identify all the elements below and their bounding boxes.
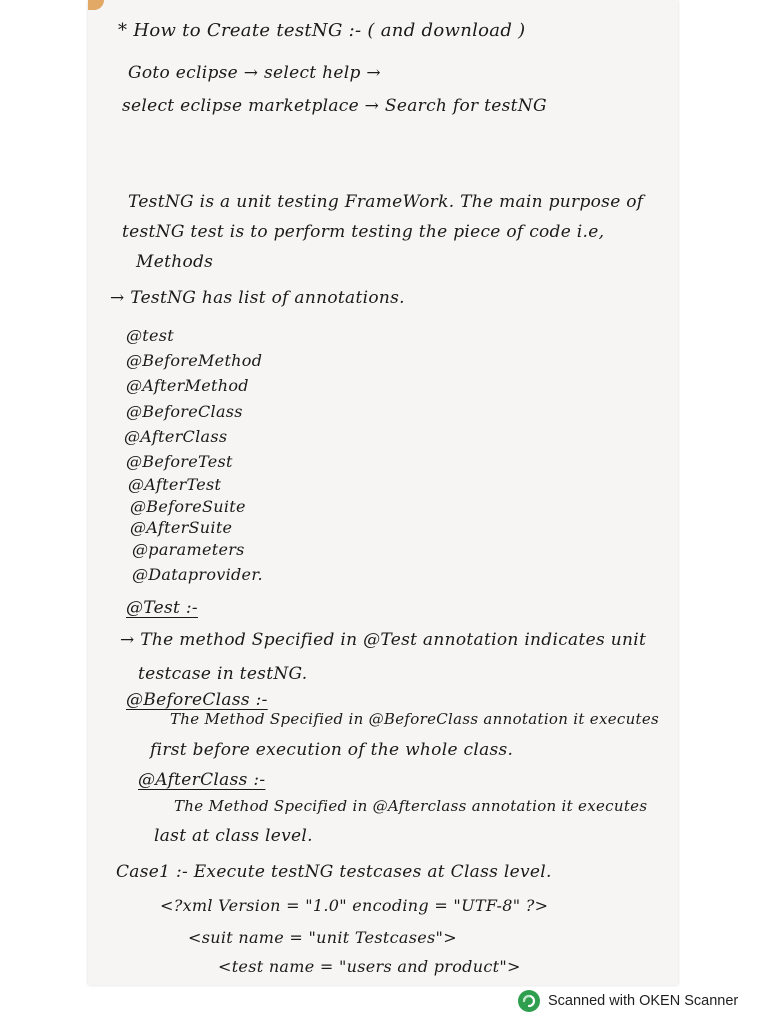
section-heading: @Test :-	[126, 598, 198, 618]
annotation-item: @BeforeTest	[126, 452, 233, 471]
note-line: Methods	[136, 252, 214, 272]
annotation-item: @BeforeClass	[126, 402, 243, 421]
case-heading: Case1 :- Execute testNG testcases at Class level.	[116, 862, 552, 882]
scanner-watermark-text: Scanned with OKEN Scanner	[548, 993, 739, 1009]
annotation-item: @BeforeSuite	[130, 497, 246, 516]
note-line: Goto eclipse → select help →	[128, 63, 381, 83]
note-line: → TestNG has list of annotations.	[110, 288, 405, 308]
note-line: last at class level.	[154, 826, 313, 846]
annotation-item: @Dataprovider.	[132, 565, 263, 584]
note-line: testNG test is to perform testing the piece of code i.e,	[122, 222, 605, 242]
annotation-item: @BeforeMethod	[126, 351, 263, 370]
annotation-item: @AfterMethod	[126, 376, 249, 395]
note-line: The Method Specified in @Afterclass annotation it executes	[174, 797, 648, 815]
scanner-watermark	[518, 990, 738, 1012]
section-heading: @AfterClass :-	[138, 770, 266, 790]
note-line: → The method Specified in @Test annotation indicates unit	[120, 630, 647, 650]
annotation-item: @test	[126, 326, 175, 345]
code-line: <?xml Version = "1.0" encoding = "UTF-8" ?>	[160, 896, 549, 915]
code-line: <test name = "users and product">	[218, 957, 521, 976]
code-line: <suit name = "unit Testcases">	[188, 928, 457, 947]
note-line: TestNG is a unit testing FrameWork. The main purpose of	[128, 192, 644, 212]
oken-scanner-logo-icon	[518, 990, 540, 1012]
annotation-item: @AfterTest	[128, 475, 222, 494]
note-line: first before execution of the whole class.	[150, 740, 514, 760]
annotation-item: @AfterSuite	[130, 518, 233, 537]
note-line-title: * How to Create testNG :- ( and download )	[118, 20, 526, 41]
note-line: The Method Specified in @BeforeClass annotation it executes	[170, 710, 660, 728]
section-heading: @BeforeClass :-	[126, 690, 268, 710]
annotation-item: @parameters	[132, 540, 245, 559]
note-line: select eclipse marketplace → Search for testNG	[122, 96, 547, 116]
annotation-item: @AfterClass	[124, 427, 228, 446]
note-line: testcase in testNG.	[138, 664, 308, 684]
